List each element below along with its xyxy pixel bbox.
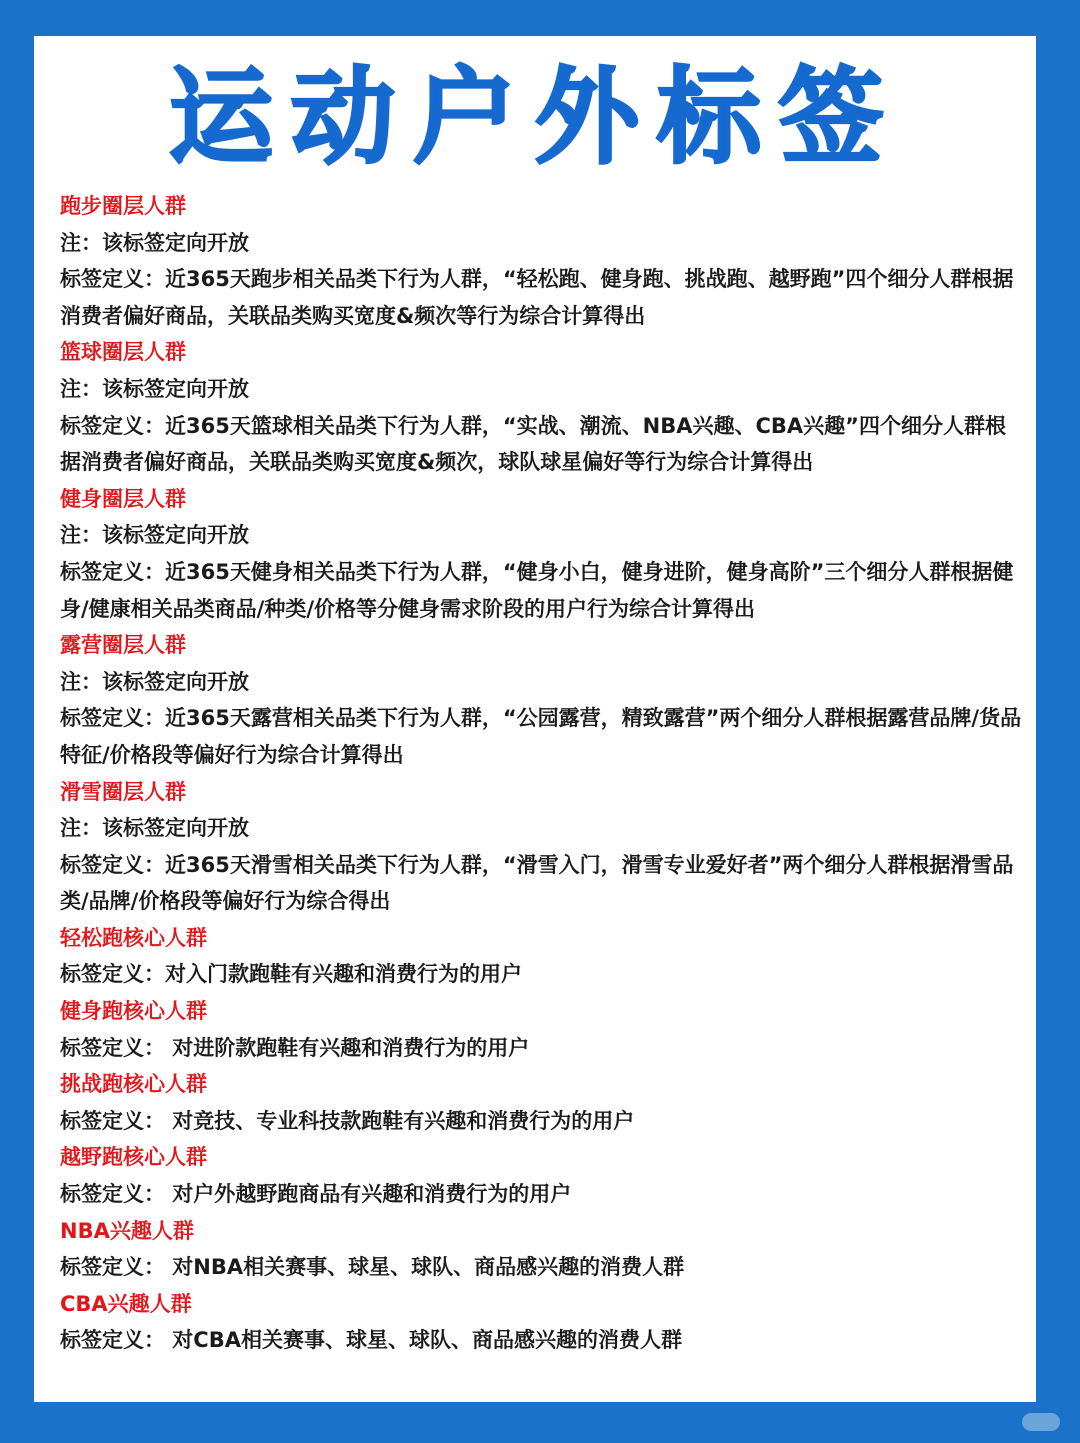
tag-heading: 露营圈层人群 bbox=[60, 633, 186, 658]
tag-heading: CBA兴趣人群 bbox=[60, 1291, 192, 1316]
tag-section bbox=[60, 993, 1022, 1066]
tag-definition: 标签定义：近365天跑步相关品类下行为人群，“轻松跑、健身跑、挑战跑、越野跑”四个细分人群根据消费者偏好商品，关联品类购买宽度&频次等行为综合计算得出 bbox=[60, 267, 1014, 328]
tag-heading: 滑雪圈层人群 bbox=[60, 779, 186, 804]
tag-heading: NBA兴趣人群 bbox=[60, 1218, 194, 1243]
tag-note: 注：该标签定向开放 bbox=[60, 523, 249, 548]
tag-definition: 标签定义：近365天露营相关品类下行为人群，“公园露营，精致露营”两个细分人群根据露营品牌/货品特征/价格段等偏好行为综合计算得出 bbox=[60, 706, 1022, 767]
tag-definition: 标签定义：近365天篮球相关品类下行为人群，“实战、潮流、NBA兴趣、CBA兴趣”四个细分人群根据消费者偏好商品，关联品类购买宽度&频次，球队球星偏好等行为综合计算得出 bbox=[60, 413, 1006, 475]
watermark-badge bbox=[1022, 1413, 1060, 1431]
tag-section bbox=[60, 627, 1022, 773]
tag-note: 注：该标签定向开放 bbox=[60, 669, 249, 694]
tag-section bbox=[60, 1213, 1022, 1286]
tag-heading: 健身跑核心人群 bbox=[60, 999, 207, 1024]
tag-heading: 越野跑核心人群 bbox=[60, 1145, 207, 1170]
page-title: 运动户外标签 bbox=[168, 56, 901, 178]
content-panel bbox=[34, 36, 1036, 1402]
tag-definition: 标签定义： 对CBA相关赛事、球星、球队、商品感兴趣的消费人群 bbox=[60, 1328, 682, 1353]
tag-definition: 标签定义： 对户外越野跑商品有兴趣和消费行为的用户 bbox=[60, 1182, 572, 1207]
tag-section bbox=[60, 774, 1022, 920]
tag-section bbox=[60, 481, 1022, 627]
tag-note: 注：该标签定向开放 bbox=[60, 230, 249, 255]
tag-heading: 挑战跑核心人群 bbox=[60, 1072, 207, 1097]
tag-heading: 健身圈层人群 bbox=[60, 486, 186, 511]
tag-note: 注：该标签定向开放 bbox=[60, 376, 249, 401]
tag-section bbox=[60, 188, 1022, 334]
tag-definition: 标签定义：近365天滑雪相关品类下行为人群，“滑雪入门，滑雪专业爱好者”两个细分人群根据滑雪品类/品牌/价格段等偏好行为综合得出 bbox=[60, 852, 1014, 914]
tag-definition: 标签定义： 对NBA相关赛事、球星、球队、商品感兴趣的消费人群 bbox=[60, 1255, 685, 1280]
tag-definition: 标签定义：近365天健身相关品类下行为人群，“健身小白，健身进阶，健身高阶”三个细分人群根据健身/健康相关品类商品/种类/价格等分健身需求阶段的用户行为综合计算得出 bbox=[60, 559, 1014, 621]
tag-definition: 标签定义： 对竞技、专业科技款跑鞋有兴趣和消费行为的用户 bbox=[60, 1108, 635, 1133]
tag-note: 注：该标签定向开放 bbox=[60, 816, 249, 841]
tag-heading: 篮球圈层人群 bbox=[60, 340, 186, 365]
tag-section bbox=[60, 920, 1022, 993]
tag-heading: 跑步圈层人群 bbox=[60, 194, 186, 218]
tag-section bbox=[60, 1139, 1022, 1212]
tag-section bbox=[60, 1066, 1022, 1139]
tag-definition: 标签定义： 对进阶款跑鞋有兴趣和消费行为的用户 bbox=[60, 1035, 530, 1060]
tag-section bbox=[60, 1286, 1022, 1359]
tag-definition: 标签定义：对入门款跑鞋有兴趣和消费行为的用户 bbox=[60, 962, 522, 987]
tag-heading: 轻松跑核心人群 bbox=[60, 925, 207, 950]
tag-section bbox=[60, 334, 1022, 480]
tag-definition-list bbox=[60, 188, 1022, 1359]
